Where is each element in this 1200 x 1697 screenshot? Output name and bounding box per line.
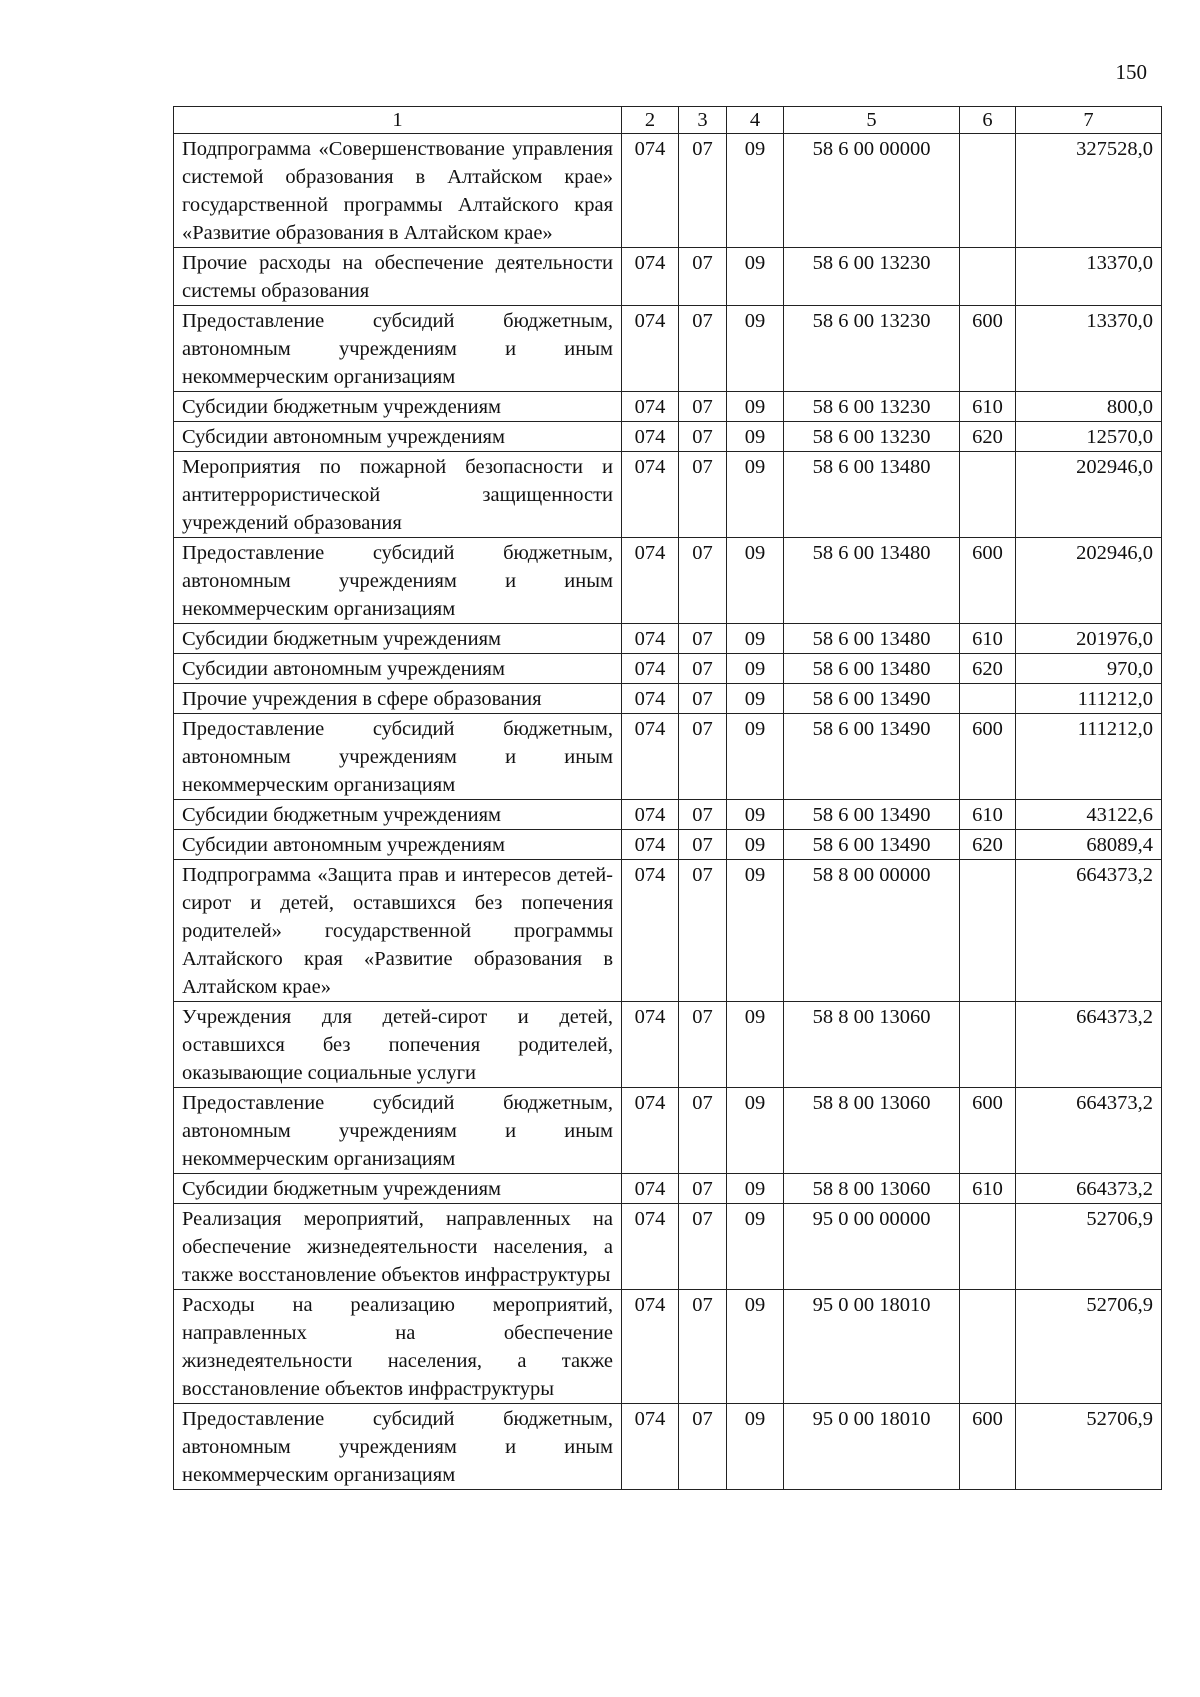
section-code-cell: 07 [679,392,727,422]
target-article-cell: 58 8 00 00000 [784,860,960,1002]
target-article-cell: 58 6 00 13490 [784,684,960,714]
section-code-cell: 07 [679,1088,727,1174]
table-row [174,654,1162,684]
table-row [174,624,1162,654]
expense-type-cell [960,684,1016,714]
subsection-code-cell: 09 [727,1404,784,1490]
subsection-code-cell: 09 [727,422,784,452]
row-name-cell: Учреждения для детей-сирот и детей, оставшихся без попечения родителей, оказывающие социальные услуги [174,1002,622,1088]
subsection-code-cell: 09 [727,1088,784,1174]
expense-type-cell: 610 [960,800,1016,830]
expense-type-cell: 620 [960,654,1016,684]
expense-type-cell: 620 [960,422,1016,452]
subsection-code-cell: 09 [727,134,784,248]
section-code-cell: 07 [679,860,727,1002]
expense-type-cell [960,1290,1016,1404]
ministry-code-cell: 074 [622,452,679,538]
ministry-code-cell: 074 [622,392,679,422]
table-row [174,134,1162,248]
table-row [174,1088,1162,1174]
target-article-cell: 58 6 00 13480 [784,654,960,684]
target-article-cell: 58 6 00 13230 [784,306,960,392]
expense-type-cell [960,860,1016,1002]
target-article-cell: 58 8 00 13060 [784,1088,960,1174]
expense-type-cell: 600 [960,538,1016,624]
header-cell: 4 [727,107,784,134]
section-code-cell: 07 [679,830,727,860]
amount-cell: 111212,0 [1016,714,1162,800]
expense-type-cell: 600 [960,306,1016,392]
target-article-cell: 58 6 00 00000 [784,134,960,248]
table-row [174,684,1162,714]
expense-type-cell: 610 [960,624,1016,654]
section-code-cell: 07 [679,624,727,654]
row-name-cell: Прочие учреждения в сфере образования [174,684,622,714]
ministry-code-cell: 074 [622,800,679,830]
expense-type-cell: 600 [960,1088,1016,1174]
table-row [174,392,1162,422]
amount-cell: 12570,0 [1016,422,1162,452]
table-row [174,452,1162,538]
row-name-cell: Мероприятия по пожарной безопасности и антитеррористической защищенности учреждений образования [174,452,622,538]
section-code-cell: 07 [679,422,727,452]
section-code-cell: 07 [679,714,727,800]
amount-cell: 52706,9 [1016,1204,1162,1290]
ministry-code-cell: 074 [622,860,679,1002]
section-code-cell: 07 [679,1002,727,1088]
table-row [174,714,1162,800]
target-article-cell: 58 6 00 13230 [784,422,960,452]
header-cell: 2 [622,107,679,134]
amount-cell: 202946,0 [1016,538,1162,624]
target-article-cell: 58 8 00 13060 [784,1002,960,1088]
subsection-code-cell: 09 [727,714,784,800]
ministry-code-cell: 074 [622,1290,679,1404]
row-name-cell: Субсидии автономным учреждениям [174,654,622,684]
expense-type-cell [960,134,1016,248]
amount-cell: 664373,2 [1016,1002,1162,1088]
section-code-cell: 07 [679,538,727,624]
amount-cell: 52706,9 [1016,1404,1162,1490]
amount-cell: 664373,2 [1016,1088,1162,1174]
ministry-code-cell: 074 [622,538,679,624]
amount-cell: 800,0 [1016,392,1162,422]
table-row [174,306,1162,392]
amount-cell: 13370,0 [1016,248,1162,306]
header-row [174,107,1162,134]
target-article-cell: 58 6 00 13480 [784,624,960,654]
row-name-cell: Предоставление субсидий бюджетным, автономным учреждениям и иным некоммерческим организациям [174,538,622,624]
ministry-code-cell: 074 [622,1088,679,1174]
header-cell: 1 [174,107,622,134]
ministry-code-cell: 074 [622,134,679,248]
section-code-cell: 07 [679,1404,727,1490]
subsection-code-cell: 09 [727,800,784,830]
page-number: 150 [1115,60,1147,84]
target-article-cell: 95 0 00 18010 [784,1290,960,1404]
amount-cell: 43122,6 [1016,800,1162,830]
amount-cell: 327528,0 [1016,134,1162,248]
section-code-cell: 07 [679,654,727,684]
row-name-cell: Предоставление субсидий бюджетным, автономным учреждениям и иным некоммерческим организациям [174,1404,622,1490]
header-cell: 6 [960,107,1016,134]
expense-type-cell [960,248,1016,306]
target-article-cell: 58 8 00 13060 [784,1174,960,1204]
target-article-cell: 58 6 00 13480 [784,538,960,624]
section-code-cell: 07 [679,800,727,830]
ministry-code-cell: 074 [622,1404,679,1490]
budget-table [173,106,1162,1490]
expense-type-cell: 610 [960,392,1016,422]
expense-type-cell: 600 [960,1404,1016,1490]
section-code-cell: 07 [679,1290,727,1404]
subsection-code-cell: 09 [727,624,784,654]
table-row [174,830,1162,860]
target-article-cell: 58 6 00 13480 [784,452,960,538]
target-article-cell: 58 6 00 13490 [784,714,960,800]
section-code-cell: 07 [679,452,727,538]
subsection-code-cell: 09 [727,1204,784,1290]
target-article-cell: 58 6 00 13230 [784,392,960,422]
target-article-cell: 58 6 00 13230 [784,248,960,306]
subsection-code-cell: 09 [727,538,784,624]
subsection-code-cell: 09 [727,392,784,422]
ministry-code-cell: 074 [622,714,679,800]
target-article-cell: 95 0 00 00000 [784,1204,960,1290]
header-cell: 5 [784,107,960,134]
subsection-code-cell: 09 [727,306,784,392]
row-name-cell: Предоставление субсидий бюджетным, автономным учреждениям и иным некоммерческим организациям [174,1088,622,1174]
expense-type-cell: 620 [960,830,1016,860]
subsection-code-cell: 09 [727,830,784,860]
section-code-cell: 07 [679,306,727,392]
subsection-code-cell: 09 [727,248,784,306]
target-article-cell: 95 0 00 18010 [784,1404,960,1490]
row-name-cell: Предоставление субсидий бюджетным, автономным учреждениям и иным некоммерческим организациям [174,306,622,392]
table-header [174,107,1162,134]
ministry-code-cell: 074 [622,306,679,392]
section-code-cell: 07 [679,1174,727,1204]
subsection-code-cell: 09 [727,1174,784,1204]
subsection-code-cell: 09 [727,684,784,714]
amount-cell: 970,0 [1016,654,1162,684]
table-row [174,248,1162,306]
header-cell: 3 [679,107,727,134]
table-row [174,1174,1162,1204]
row-name-cell: Предоставление субсидий бюджетным, автономным учреждениям и иным некоммерческим организациям [174,714,622,800]
row-name-cell: Субсидии бюджетным учреждениям [174,1174,622,1204]
expense-type-cell [960,452,1016,538]
ministry-code-cell: 074 [622,1002,679,1088]
ministry-code-cell: 074 [622,1204,679,1290]
expense-type-cell [960,1204,1016,1290]
ministry-code-cell: 074 [622,624,679,654]
subsection-code-cell: 09 [727,860,784,1002]
table-row [174,1404,1162,1490]
amount-cell: 68089,4 [1016,830,1162,860]
section-code-cell: 07 [679,134,727,248]
amount-cell: 111212,0 [1016,684,1162,714]
header-cell: 7 [1016,107,1162,134]
row-name-cell: Субсидии бюджетным учреждениям [174,392,622,422]
ministry-code-cell: 074 [622,830,679,860]
row-name-cell: Расходы на реализацию мероприятий, направленных на обеспечение жизнедеятельности населения, а также восстановление объектов инфраструктуры [174,1290,622,1404]
section-code-cell: 07 [679,684,727,714]
amount-cell: 664373,2 [1016,1174,1162,1204]
row-name-cell: Подпрограмма «Совершенствование управления системой образования в Алтайском крае» государственной программы Алтайского края «Развитие образования в Алтайском крае» [174,134,622,248]
table-row [174,538,1162,624]
expense-type-cell [960,1002,1016,1088]
ministry-code-cell: 074 [622,684,679,714]
expense-type-cell: 600 [960,714,1016,800]
amount-cell: 202946,0 [1016,452,1162,538]
expense-type-cell: 610 [960,1174,1016,1204]
ministry-code-cell: 074 [622,1174,679,1204]
table-row [174,1204,1162,1290]
target-article-cell: 58 6 00 13490 [784,800,960,830]
table-row [174,422,1162,452]
section-code-cell: 07 [679,1204,727,1290]
amount-cell: 201976,0 [1016,624,1162,654]
row-name-cell: Субсидии бюджетным учреждениям [174,800,622,830]
row-name-cell: Субсидии автономным учреждениям [174,422,622,452]
table-row [174,1002,1162,1088]
table-body [174,134,1162,1490]
ministry-code-cell: 074 [622,248,679,306]
table-row [174,860,1162,1002]
subsection-code-cell: 09 [727,654,784,684]
row-name-cell: Прочие расходы на обеспечение деятельности системы образования [174,248,622,306]
table-row [174,1290,1162,1404]
amount-cell: 13370,0 [1016,306,1162,392]
subsection-code-cell: 09 [727,1002,784,1088]
row-name-cell: Субсидии бюджетным учреждениям [174,624,622,654]
target-article-cell: 58 6 00 13490 [784,830,960,860]
ministry-code-cell: 074 [622,422,679,452]
table-row [174,800,1162,830]
row-name-cell: Подпрограмма «Защита прав и интересов детей-сирот и детей, оставшихся без попечения родителей» государственной программы Алтайского края «Развитие образования в Алтайском крае» [174,860,622,1002]
amount-cell: 52706,9 [1016,1290,1162,1404]
section-code-cell: 07 [679,248,727,306]
amount-cell: 664373,2 [1016,860,1162,1002]
subsection-code-cell: 09 [727,452,784,538]
row-name-cell: Субсидии автономным учреждениям [174,830,622,860]
ministry-code-cell: 074 [622,654,679,684]
subsection-code-cell: 09 [727,1290,784,1404]
row-name-cell: Реализация мероприятий, направленных на обеспечение жизнедеятельности населения, а также восстановление объектов инфраструктуры [174,1204,622,1290]
